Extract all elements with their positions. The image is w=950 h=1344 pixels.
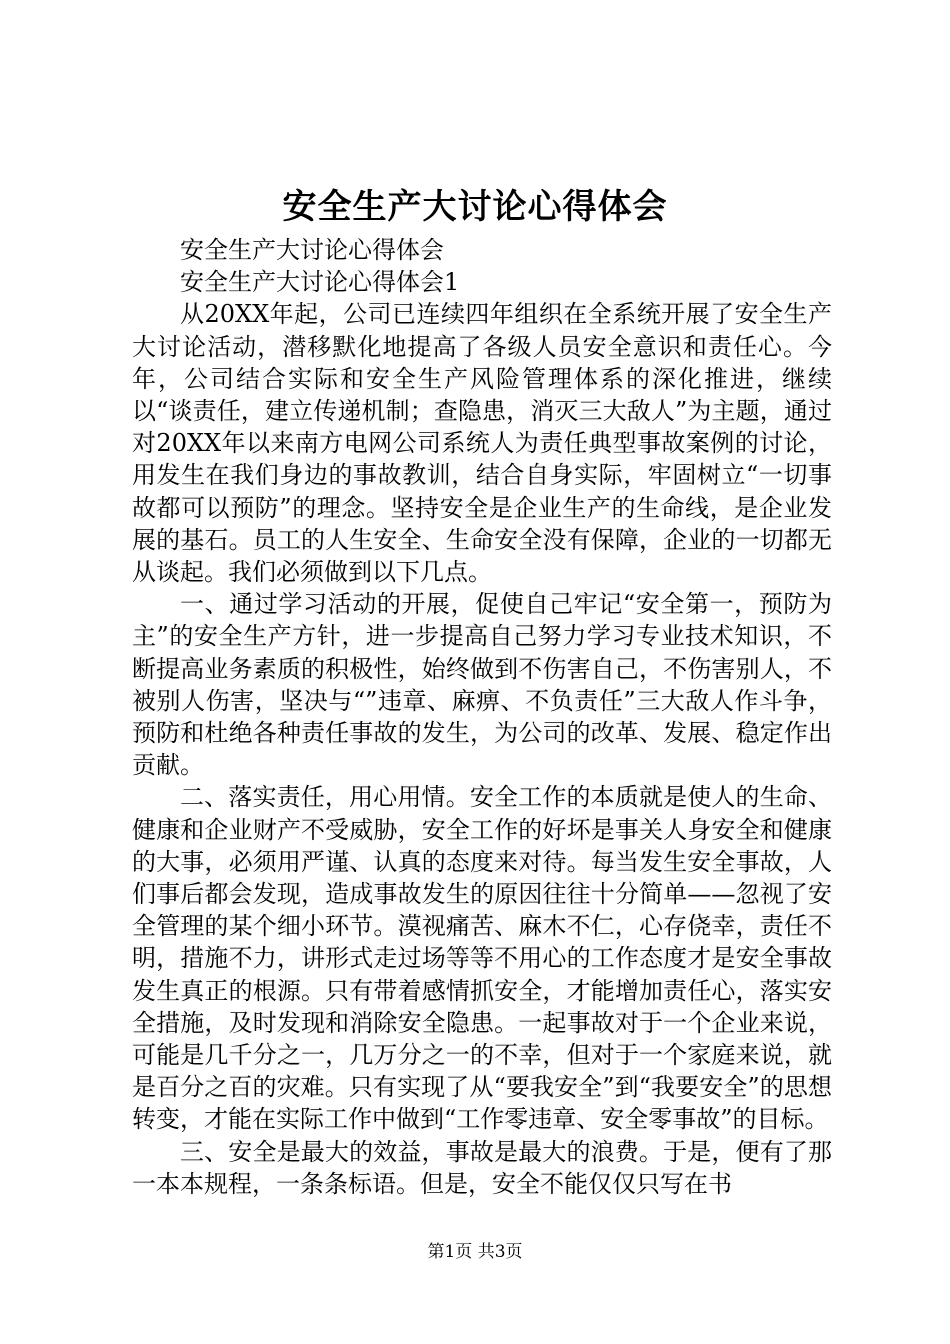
paragraph-point-one: 一、通过学习活动的开展，促使自己牢记“安全第一，预防为主”的安全生产方针，进一步提高自己努力学习专业技术知识，不断提高业务素质的积极性，始终做到不伤害自己，不伤害别人，不被别人伤害，坚决与“”违章、麻痹、不负责任”三大敌人作斗争，预防和杜绝各种责任事故的发生，为公司的改革、发展、稳定作出贡献。 bbox=[132, 590, 832, 780]
page-footer: 第1页 共3页 bbox=[427, 1242, 523, 1262]
paragraph-point-two: 二、落实责任，用心用情。安全工作的本质就是使人的生命、健康和企业财产不受威胁，安全工作的好坏是事关人身安全和健康的大事，必须用严谨、认真的态度来对待。每当发生安全事故，人们事后都会发现，造成事故发生的原因往往十分简单——忽视了安全管理的某个细小环节。漠视痛苦、麻木不仁，心存侥幸，责任不明，措施不力，讲形式走过场等等不用心的工作态度才是安全事故发生真正的根源。只有带着感情抓安全，才能增加责任心，落实安全措施，及时发现和消除安全隐患。一起事故对于一个企业来说，可能是几千分之一，几万分之一的不幸，但对于一个家庭来说，就是百分之百的灾难。只有实现了从“要我安全”到“我要安全”的思想转变，才能在实际工作中做到“工作零违章、安全零事故”的目标。 bbox=[132, 783, 832, 1134]
paragraph-intro: 从20XX年起，公司已连续四年组织在全系统开展了安全生产大讨论活动，潜移默化地提高了各级人员安全意识和责任心。今年，公司结合实际和安全生产风险管理体系的深化推进，继续以“谈责任，建立传递机制；查隐患，消灭三大敌人”为主题，通过对20XX年以来南方电网公司系统人为责任典型事故案例的讨论，用发生在我们身边的事故教训，结合自身实际，牢固树立“一切事故都可以预防”的理念。坚持安全是企业生产的生命线，是企业发展的基石。员工的人生安全、生命安全没有保障，企业的一切都无从谈起。我们必须做到以下几点。 bbox=[132, 300, 832, 587]
paragraph-section-heading: 安全生产大讨论心得体会1 bbox=[180, 268, 460, 297]
paragraph-subtitle: 安全生产大讨论心得体会 bbox=[180, 236, 444, 264]
document-title: 安全生产大讨论心得体会 bbox=[282, 187, 668, 227]
paragraph-point-three: 三、安全是最大的效益，事故是最大的浪费。于是，便有了那一本本规程，一条条标语。但是，安全不能仅仅只写在书 bbox=[132, 1137, 832, 1198]
document-body bbox=[132, 234, 832, 1200]
